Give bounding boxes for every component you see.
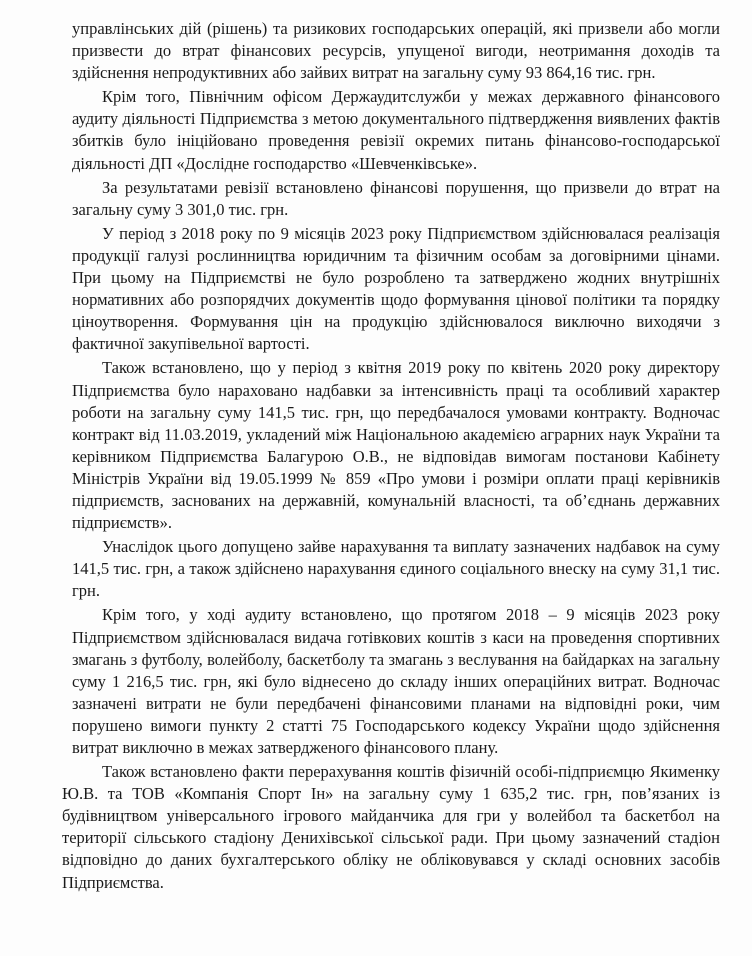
paragraph-playground-transfers: Також встановлено факти перерахування коштів фізичній особі-підприємцю Якименку Ю.В. та ТОВ «Компанія Спорт Ін» на загальну суму 1 635,2 тис. грн, пов’язаних із будівництвом універсального ігрового майданчика для гри у волейбол та баскетбол на території сільського стадіону Денихівської сільської ради. При цьому зазначений стадіон відповідно до даних бухгалтерського обліку не обліковувався у складі основних засобів Підприємства. bbox=[62, 762, 720, 892]
paragraph-revision-initiated: Крім того, Північним офісом Держаудитслужби у межах державного фінансового аудиту діяльності Підприємства з метою документального підтвердження виявлених фактів збитків було ініційовано проведення ревізії окремих питань фінансово-господарської діяльності ДП «Дослідне господарство «Шевченківське». bbox=[72, 87, 720, 173]
paragraph-sports-expenses: Крім того, у ході аудиту встановлено, що протягом 2018 – 9 місяців 2023 року Підприємством здійснювалася видача готівкових коштів з каси на проведення спортивних змагань з футболу, волейболу, баскетболу та змагань з веслування на байдарках на загальну суму 1 216,5 тис. грн, які було віднесено до складу інших операційних витрат. Водночас зазначені витрати не були передбачені фінансовими планами на відповідні роки, чим порушено вимоги пункту 2 статті 75 Господарського кодексу України щодо здійснення витрат виключно в межах затвердженого фінансового плану. bbox=[72, 605, 720, 757]
paragraph-revision-results: За результатами ревізії встановлено фінансові порушення, що призвели до втрат на загальну суму 3 301,0 тис. грн. bbox=[72, 177, 720, 219]
paragraph-director-bonuses: Також встановлено, що у період з квітня 2019 року по квітень 2020 року директору Підприємства було нараховано надбавки за інтенсивність праці та особливий характер роботи на загальну суму 141,5 тис. грн, що передбачалося умовами контракту. Водночас контракт від 11.03.2019, укладений між Національною академією аграрних наук України та керівником Підприємства Балагурою О.В., не відповідав вимогам постанови Кабінету Міністрів України від 19.05.1999 № 859 «Про умови і розміри оплати праці керівників підприємств, заснованих на державній, комунальній власності, та об’єднань державних підприємств». bbox=[72, 358, 720, 533]
paragraph-pricing-policy: У період з 2018 року по 9 місяців 2023 року Підприємством здійснювалася реалізація продукції галузі рослинництва юридичним та фізичним особам за договірними цінами. При цьому на Підприємстві не було розроблено та затверджено жодних внутрішніх нормативних або розпорядчих документів щодо формування цінової політики та порядку ціноутворення. Формування цін на продукцію здійснювалося виключно виходячи з фактичної закупівельної вартості. bbox=[72, 223, 720, 354]
paragraph-excess-payments: Унаслідок цього допущено зайве нарахування та виплату зазначених надбавок на суму 141,5 тис. грн, а також здійснено нарахування єдиного соціального внеску на суму 31,1 тис. грн. bbox=[72, 537, 720, 601]
document-body bbox=[62, 18, 720, 896]
paragraph-continuation: управлінських дій (рішень) та ризикових господарських операцій, які призвели або могли призвести до втрат фінансових ресурсів, упущеної вигоди, неотримання доходів та здійснення непродуктивних або зайвих витрат на загальну суму 93 864,16 тис. грн. bbox=[72, 19, 720, 83]
